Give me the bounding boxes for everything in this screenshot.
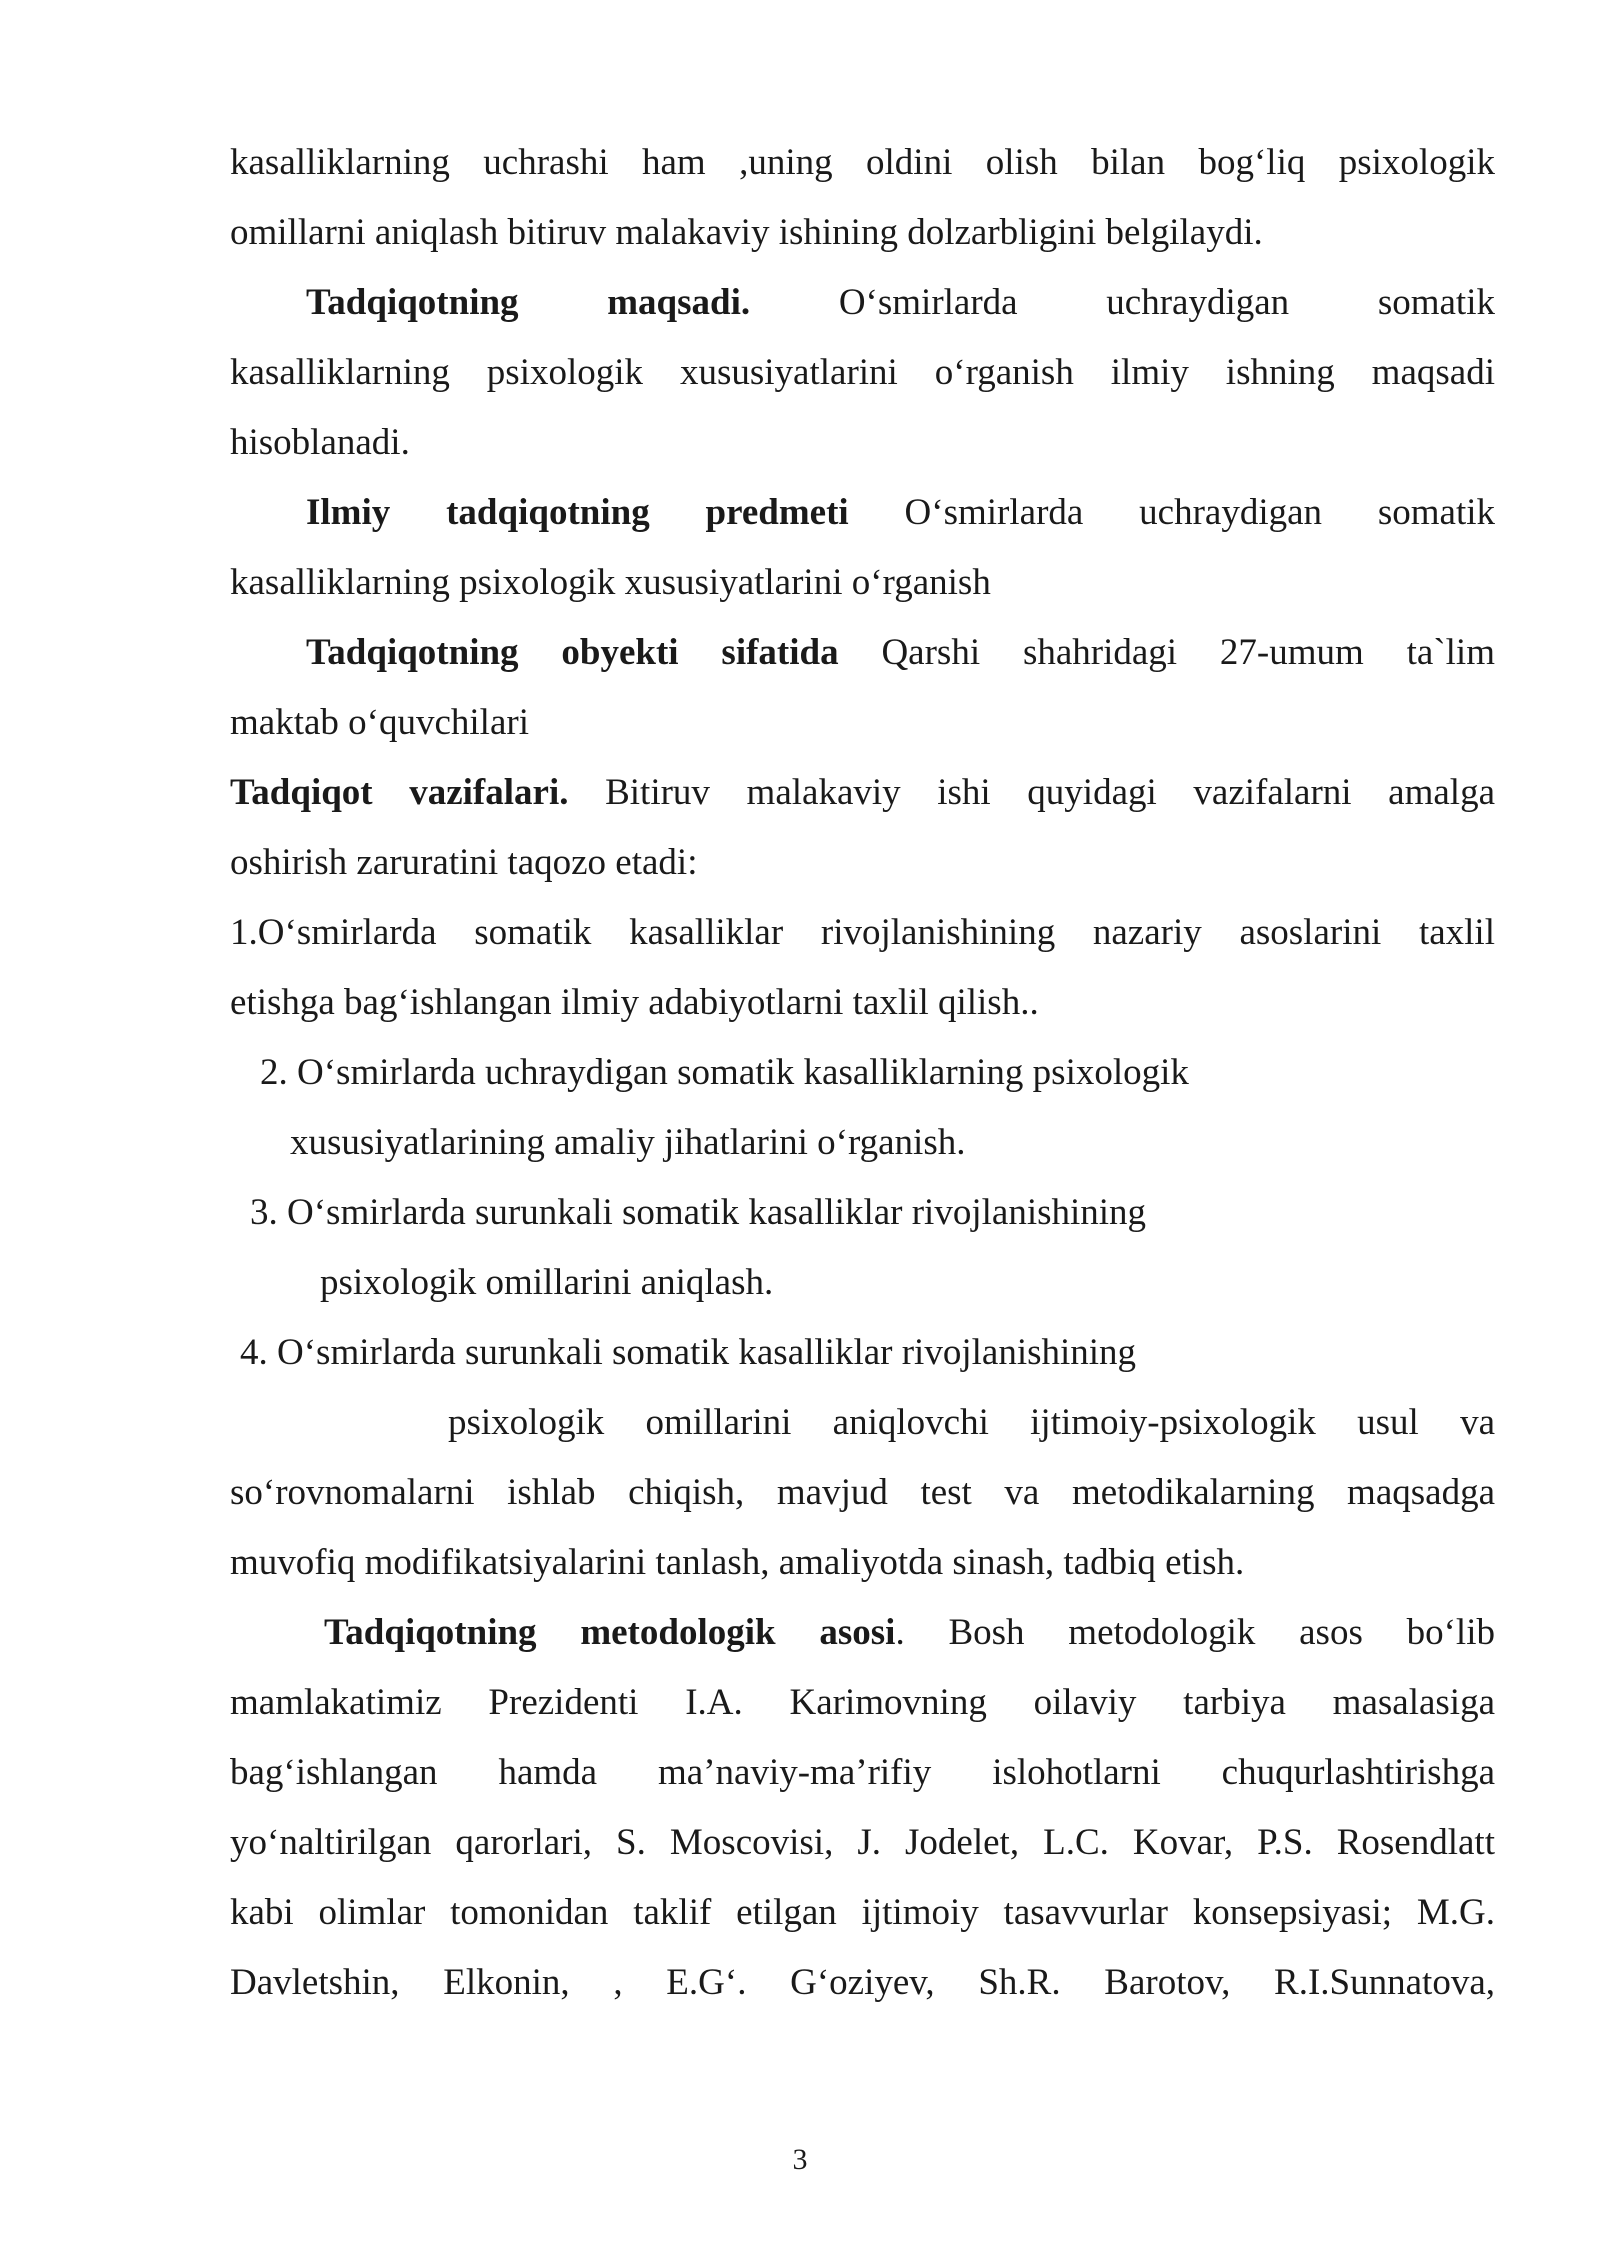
- paragraph-line: hisoblanadi.: [230, 422, 410, 463]
- page-number: 3: [792, 2143, 808, 2176]
- paragraph-line: yo‘naltirilgan qarorlari, S. Moscovisi, J. Jodelet, L.C. Kovar, P.S. Rosendlatt: [230, 1822, 1495, 1863]
- list-item-2-cont: xususiyatlarining amaliy jihatlarini o‘rganish.: [290, 1122, 966, 1163]
- paragraph-text: O‘smirlarda uchraydigan somatik: [750, 282, 1495, 323]
- paragraph-metodologik: [230, 1598, 1495, 1668]
- list-item-2: 2. O‘smirlarda uchraydigan somatik kasalliklarning psixologik: [260, 1052, 1189, 1093]
- paragraph-line: kasalliklarning psixologik xususiyatlarini o‘rganish ilmiy ishning maqsadi: [230, 352, 1495, 393]
- list-item-4-cont: muvofiq modifikatsiyalarini tanlash, amaliyotda sinash, tadbiq etish.: [230, 1542, 1245, 1583]
- heading-vazifalar: Tadqiqot vazifalari.: [230, 772, 569, 813]
- paragraph-maqsad: [230, 268, 1495, 338]
- paragraph-text: O‘smirlarda uchraydigan somatik: [848, 492, 1496, 533]
- paragraph-obyekt: [230, 618, 1495, 688]
- paragraph-line: omillarni aniqlash bitiruv malakaviy ishining dolzarbligini belgilaydi.: [230, 212, 1263, 253]
- paragraph-line: maktab o‘quvchilari: [230, 702, 529, 743]
- paragraph-text: Qarshi shahridagi 27-umum ta`lim: [838, 632, 1495, 673]
- paragraph-vazifalar: [230, 758, 1495, 828]
- paragraph-text: Bitiruv malakaviy ishi quyidagi vazifalarni amalga: [568, 772, 1495, 813]
- heading-metodologik: Tadqiqotning metodologik asosi: [324, 1612, 896, 1653]
- heading-predmet: Ilmiy tadqiqotning predmeti: [306, 492, 849, 533]
- paragraph-line: bag‘ishlangan hamda ma’naviy-ma’rifiy islohotlarni chuqurlashtirishga: [230, 1752, 1495, 1793]
- heading-obyekt: Tadqiqotning obyekti sifatida: [306, 632, 839, 673]
- paragraph-line: kabi olimlar tomonidan taklif etilgan ijtimoiy tasavvurlar konsepsiyasi; M.G.: [230, 1892, 1495, 1933]
- paragraph-text: . Bosh metodologik asos bo‘lib: [895, 1612, 1495, 1653]
- list-item-4-cont: psixologik omillarini aniqlovchi ijtimoiy-psixologik usul va: [448, 1402, 1495, 1443]
- list-item-1: 1.O‘smirlarda somatik kasalliklar rivojlanishining nazariy asoslarini taxlil: [230, 912, 1495, 953]
- paragraph-line: mamlakatimiz Prezidenti I.A. Karimovning oilaviy tarbiya masalasiga: [230, 1682, 1495, 1723]
- list-item-4-cont: so‘rovnomalarni ishlab chiqish, mavjud test va metodikalarning maqsadga: [230, 1472, 1495, 1513]
- list-item-1-cont: etishga bag‘ishlangan ilmiy adabiyotlarni taxlil qilish..: [230, 982, 1039, 1023]
- paragraph-line: oshirish zaruratini taqozo etadi:: [230, 842, 698, 883]
- list-item-3-cont: psixologik omillarini aniqlash.: [320, 1262, 774, 1303]
- list-item-3: 3. O‘smirlarda surunkali somatik kasalliklar rivojlanishining: [250, 1192, 1147, 1233]
- paragraph-line: kasalliklarning psixologik xususiyatlarini o‘rganish: [230, 562, 991, 603]
- document-page: [230, 128, 1495, 2018]
- paragraph-line: kasalliklarning uchrashi ham ,uning oldini olish bilan bog‘liq psixologik: [230, 142, 1495, 183]
- list-item-4: 4. O‘smirlarda surunkali somatik kasalliklar rivojlanishining: [240, 1332, 1137, 1373]
- heading-maqsad: Tadqiqotning maqsadi.: [306, 282, 751, 323]
- paragraph-line: Davletshin, Elkonin, , E.G‘. G‘oziyev, Sh.R. Barotov, R.I.Sunnatova,: [230, 1962, 1495, 2003]
- paragraph-predmet: [230, 478, 1495, 548]
